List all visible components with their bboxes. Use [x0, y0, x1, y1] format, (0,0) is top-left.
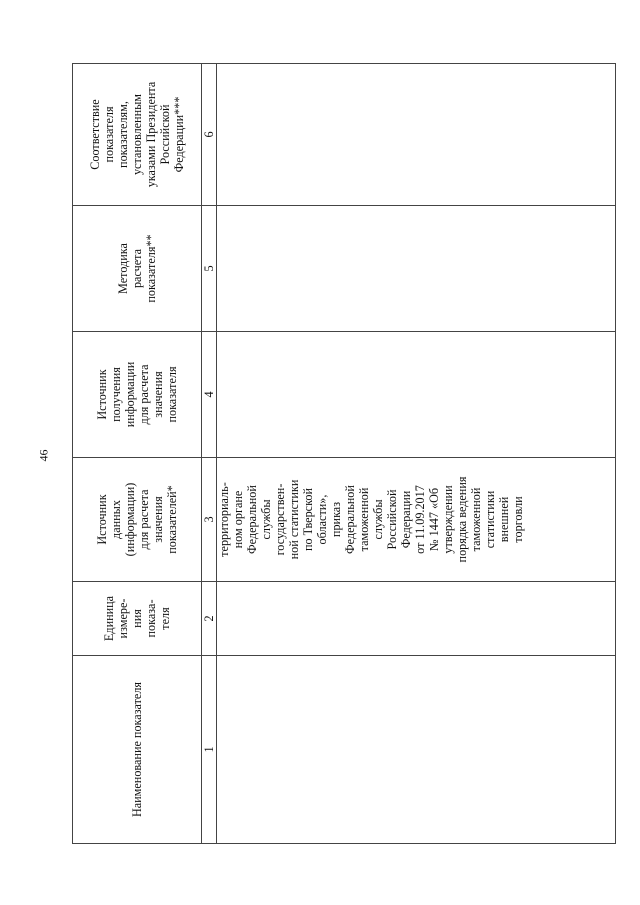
column-number: 3: [202, 458, 217, 582]
header-unit: Единица измере- ния показа- теля: [73, 582, 202, 656]
column-number: 1: [202, 656, 217, 844]
column-number: 6: [202, 64, 217, 206]
cell-indicator-name: [217, 656, 616, 844]
column-number: 2: [202, 582, 217, 656]
column-number: 5: [202, 206, 217, 332]
cell-unit: [217, 582, 616, 656]
header-row: [73, 64, 202, 844]
header-compliance: Соответствие показателя показателям, установленным указами Президента Российской Федерации***: [73, 64, 202, 206]
header-info-source: Источник получения информации для расчета значения показателя: [73, 332, 202, 458]
table-row: [217, 64, 616, 844]
cell-compliance: [217, 64, 616, 206]
column-number-row: [202, 64, 217, 844]
header-indicator-name: Наименование показателя: [73, 656, 202, 844]
indicator-table: [72, 63, 616, 844]
column-number: 4: [202, 332, 217, 458]
table-container: [72, 64, 616, 844]
page-number: 46: [36, 449, 51, 462]
cell-data-source: территориаль- ном органе Федеральной службы государствен- ной статистики по Тверской области», приказ Федеральной таможенной службы Российской Федерации от 11.09.2017 № 1447 «Об утверждении порядка ведения таможенной статистики внешней торговли: [217, 458, 616, 582]
header-data-source: Источник данных (информации) для расчета значения показателей*: [73, 458, 202, 582]
rotated-table: [72, 64, 616, 844]
header-method: Методика расчета показателя**: [73, 206, 202, 332]
cell-info-source: [217, 332, 616, 458]
cell-method: [217, 206, 616, 332]
